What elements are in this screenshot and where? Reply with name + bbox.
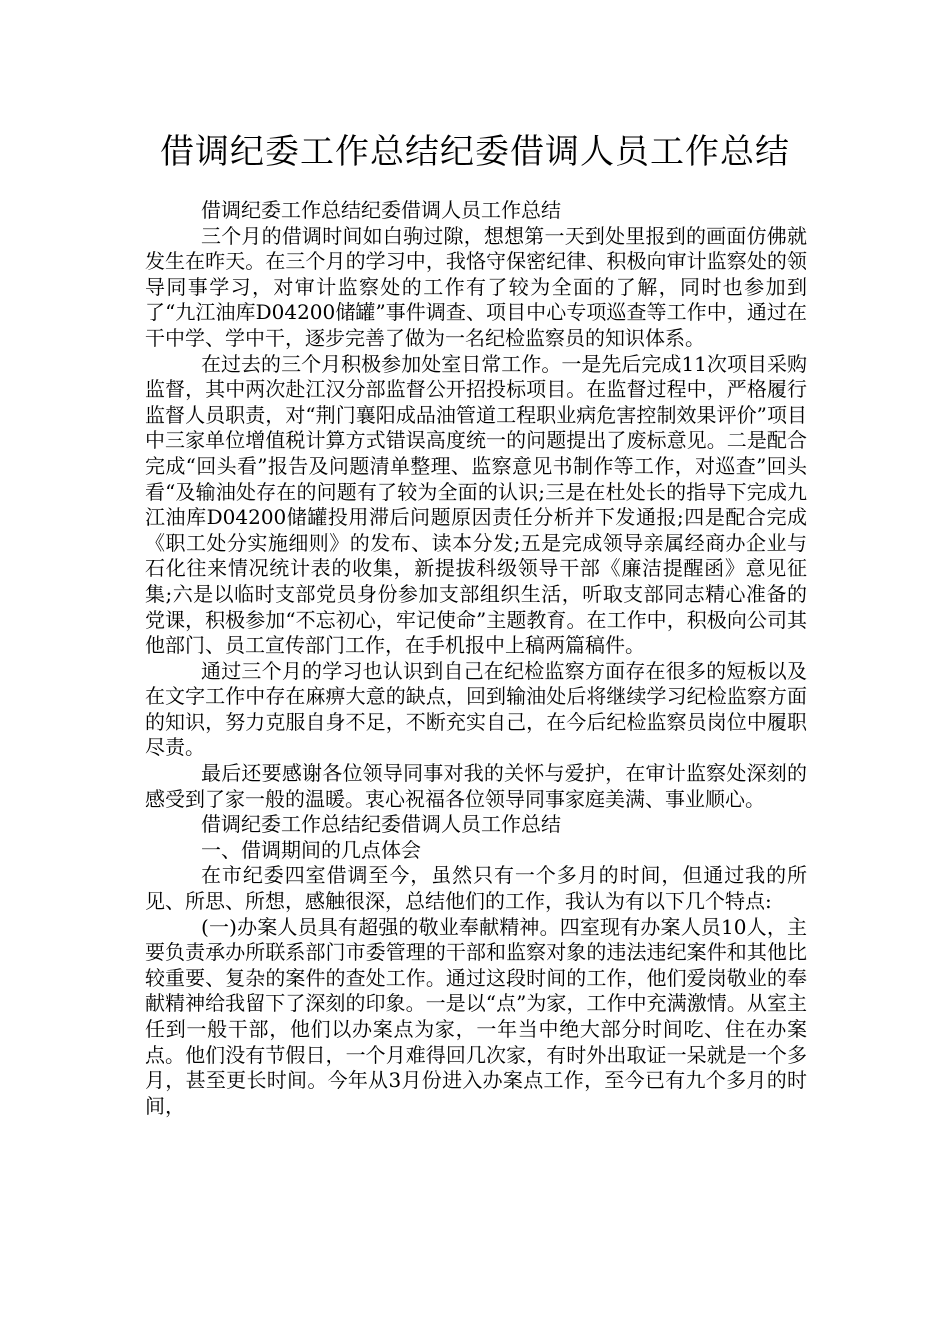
section-heading: 一、借调期间的几点体会 [201, 837, 421, 862]
body-paragraph: 通过三个月的学习也认识到自己在纪检监察方面存在很多的短板以及在文字工作中存在麻痹大意的缺点，回到输油处后将继续学习纪检监察方面的知识，努力克服自身不足，不断充实自己，在今后纪检监察员岗位中履职尽责。 [145, 658, 807, 760]
body-paragraph: 三个月的借调时间如白驹过隙，想想第一天到处里报到的画面仿佛就发生在昨天。在三个月的学习中，我恪守保密纪律、积极向审计监察处的领导同事学习，对审计监察处的工作有了较为全面的了解，同时也参加到了“九江油库D04200储罐”事件调查、项目中心专项巡查等工作中，通过在干中学、学中干，逐步完善了做为一名纪检监察员的知识体系。 [145, 223, 807, 350]
document-body [145, 198, 807, 1119]
body-paragraph: (一)办案人员具有超强的敬业奉献精神。四室现有办案人员10人，主要负责承办所联系部门市委管理的干部和监察对象的违法违纪案件和其他比较重要、复杂的案件的查处工作。通过这段时间的工作，他们爱岗敬业的奉献精神给我留下了深刻的印象。一是以“点”为家，工作中充满激情。从室主任到一般干部，他们以办案点为家，一年当中绝大部分时间吃、住在办案点。他们没有节假日，一个月难得回几次家，有时外出取证一呆就是一个多月，甚至更长时间。今年从3月份进入办案点工作，至今已有九个多月的时间， [145, 914, 807, 1118]
body-paragraph: 在市纪委四室借调至今，虽然只有一个多月的时间，但通过我的所见、所思、所想，感触很深，总结他们的工作，我认为有以下几个特点: [145, 863, 807, 914]
subtitle-paragraph: 借调纪委工作总结纪委借调人员工作总结 [201, 812, 561, 837]
document-title: 借调纪委工作总结纪委借调人员工作总结 [160, 132, 790, 172]
body-paragraph: 在过去的三个月积极参加处室日常工作。一是先后完成11次项目采购监督，其中两次赴江汉分部监督公开招投标项目。在监督过程中，严格履行监督人员职责，对“荆门襄阳成品油管道工程职业病危害控制效果评价”项目中三家单位增值税计算方式错误高度统一的问题提出了废标意见。二是配合完成“回头看”报告及问题清单整理、监察意见书制作等工作，对巡查”回头看“及输油处存在的问题有了较为全面的认识;三是在杜处长的指导下完成九江油库D04200储罐投用滞后问题原因责任分析并下发通报;四是配合完成《职工处分实施细则》的发布、读本分发;五是完成领导亲属经商办企业与石化往来情况统计表的收集，新提拔科级领导干部《廉洁提醒函》意见征集;六是以临时支部党员身份参加支部组织生活，听取支部同志精心准备的党课，积极参加“不忘初心，牢记使命”主题教育。在工作中，积极向公司其他部门、员工宣传部门工作，在手机报中上稿两篇稿件。 [145, 351, 807, 658]
subtitle-paragraph: 借调纪委工作总结纪委借调人员工作总结 [201, 198, 561, 222]
body-paragraph: 最后还要感谢各位领导同事对我的关怀与爱护，在审计监察处深刻的感受到了家一般的温暖。衷心祝福各位领导同事家庭美满、事业顺心。 [145, 761, 807, 811]
